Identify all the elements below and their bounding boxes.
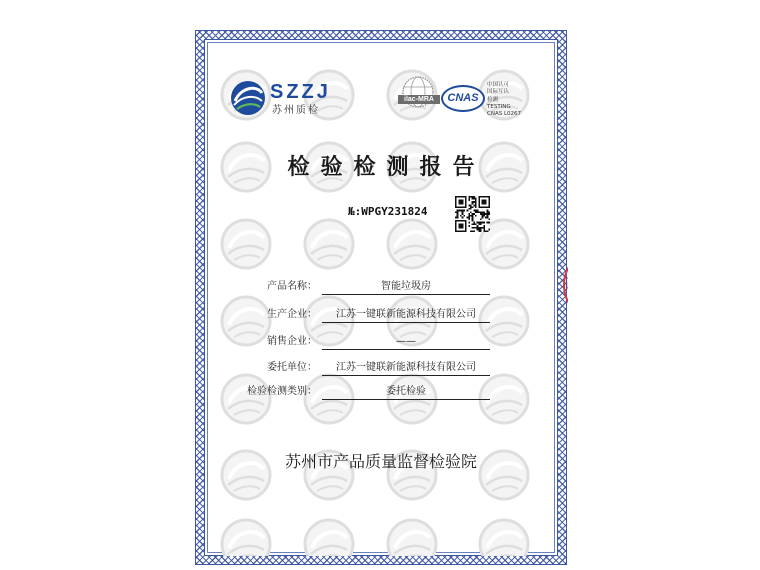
szzj-emblem-icon [229, 79, 267, 117]
cnas-logo-text: CNAS [447, 92, 479, 104]
field-value: 江苏一键联新能源科技有限公司 [322, 308, 490, 323]
red-seal-graphic [555, 248, 568, 322]
cnas-line: TESTING [487, 103, 511, 110]
cnas-accreditation-text [487, 82, 521, 118]
field-row-seller [225, 335, 495, 350]
field-row-client [225, 361, 495, 376]
red-seal [555, 248, 568, 322]
field-row-manufacturer [225, 308, 495, 323]
field-row-product-name [225, 280, 495, 295]
ilac-mra-logo: ilac-MRA [398, 95, 440, 104]
cnas-logo [441, 85, 485, 112]
field-label: 检验检测类别： [247, 386, 317, 397]
qr-code [455, 196, 490, 232]
field-value: 智能垃圾房 [322, 280, 490, 295]
watermark-logo [388, 220, 436, 268]
cnas-line: 检测 [487, 96, 499, 103]
report-title: 检验检测报告 [287, 155, 486, 180]
report-number: №:WPGY231824 [348, 205, 428, 218]
field-value: —— [322, 335, 490, 350]
field-label: 生产企业： [267, 309, 317, 320]
field-row-inspection-type [225, 385, 495, 400]
cnas-line: 中国认可 [487, 82, 510, 88]
cnas-line: CNAS L0267 [487, 111, 522, 118]
watermark-logo [305, 220, 353, 268]
cnas-line: 国际互认 [487, 89, 510, 96]
field-value: 江苏一键联新能源科技有限公司 [322, 361, 490, 376]
watermark-logo [222, 520, 270, 556]
issuing-institute: 苏州市产品质量监督检验院 [284, 452, 477, 471]
field-value: 委托检验 [322, 385, 490, 400]
watermark-logo [388, 520, 436, 556]
watermark-logo [305, 520, 353, 556]
watermark-logo [480, 520, 528, 556]
field-label: 销售企业： [267, 336, 317, 347]
ilac-globe-icon [400, 74, 436, 110]
watermark-logo [222, 220, 270, 268]
field-label: 委托单位： [267, 362, 317, 373]
field-label: 产品名称： [267, 281, 317, 292]
logo-subtitle: 苏州质检 [272, 105, 320, 116]
logo-text: SZZJ [270, 81, 331, 103]
